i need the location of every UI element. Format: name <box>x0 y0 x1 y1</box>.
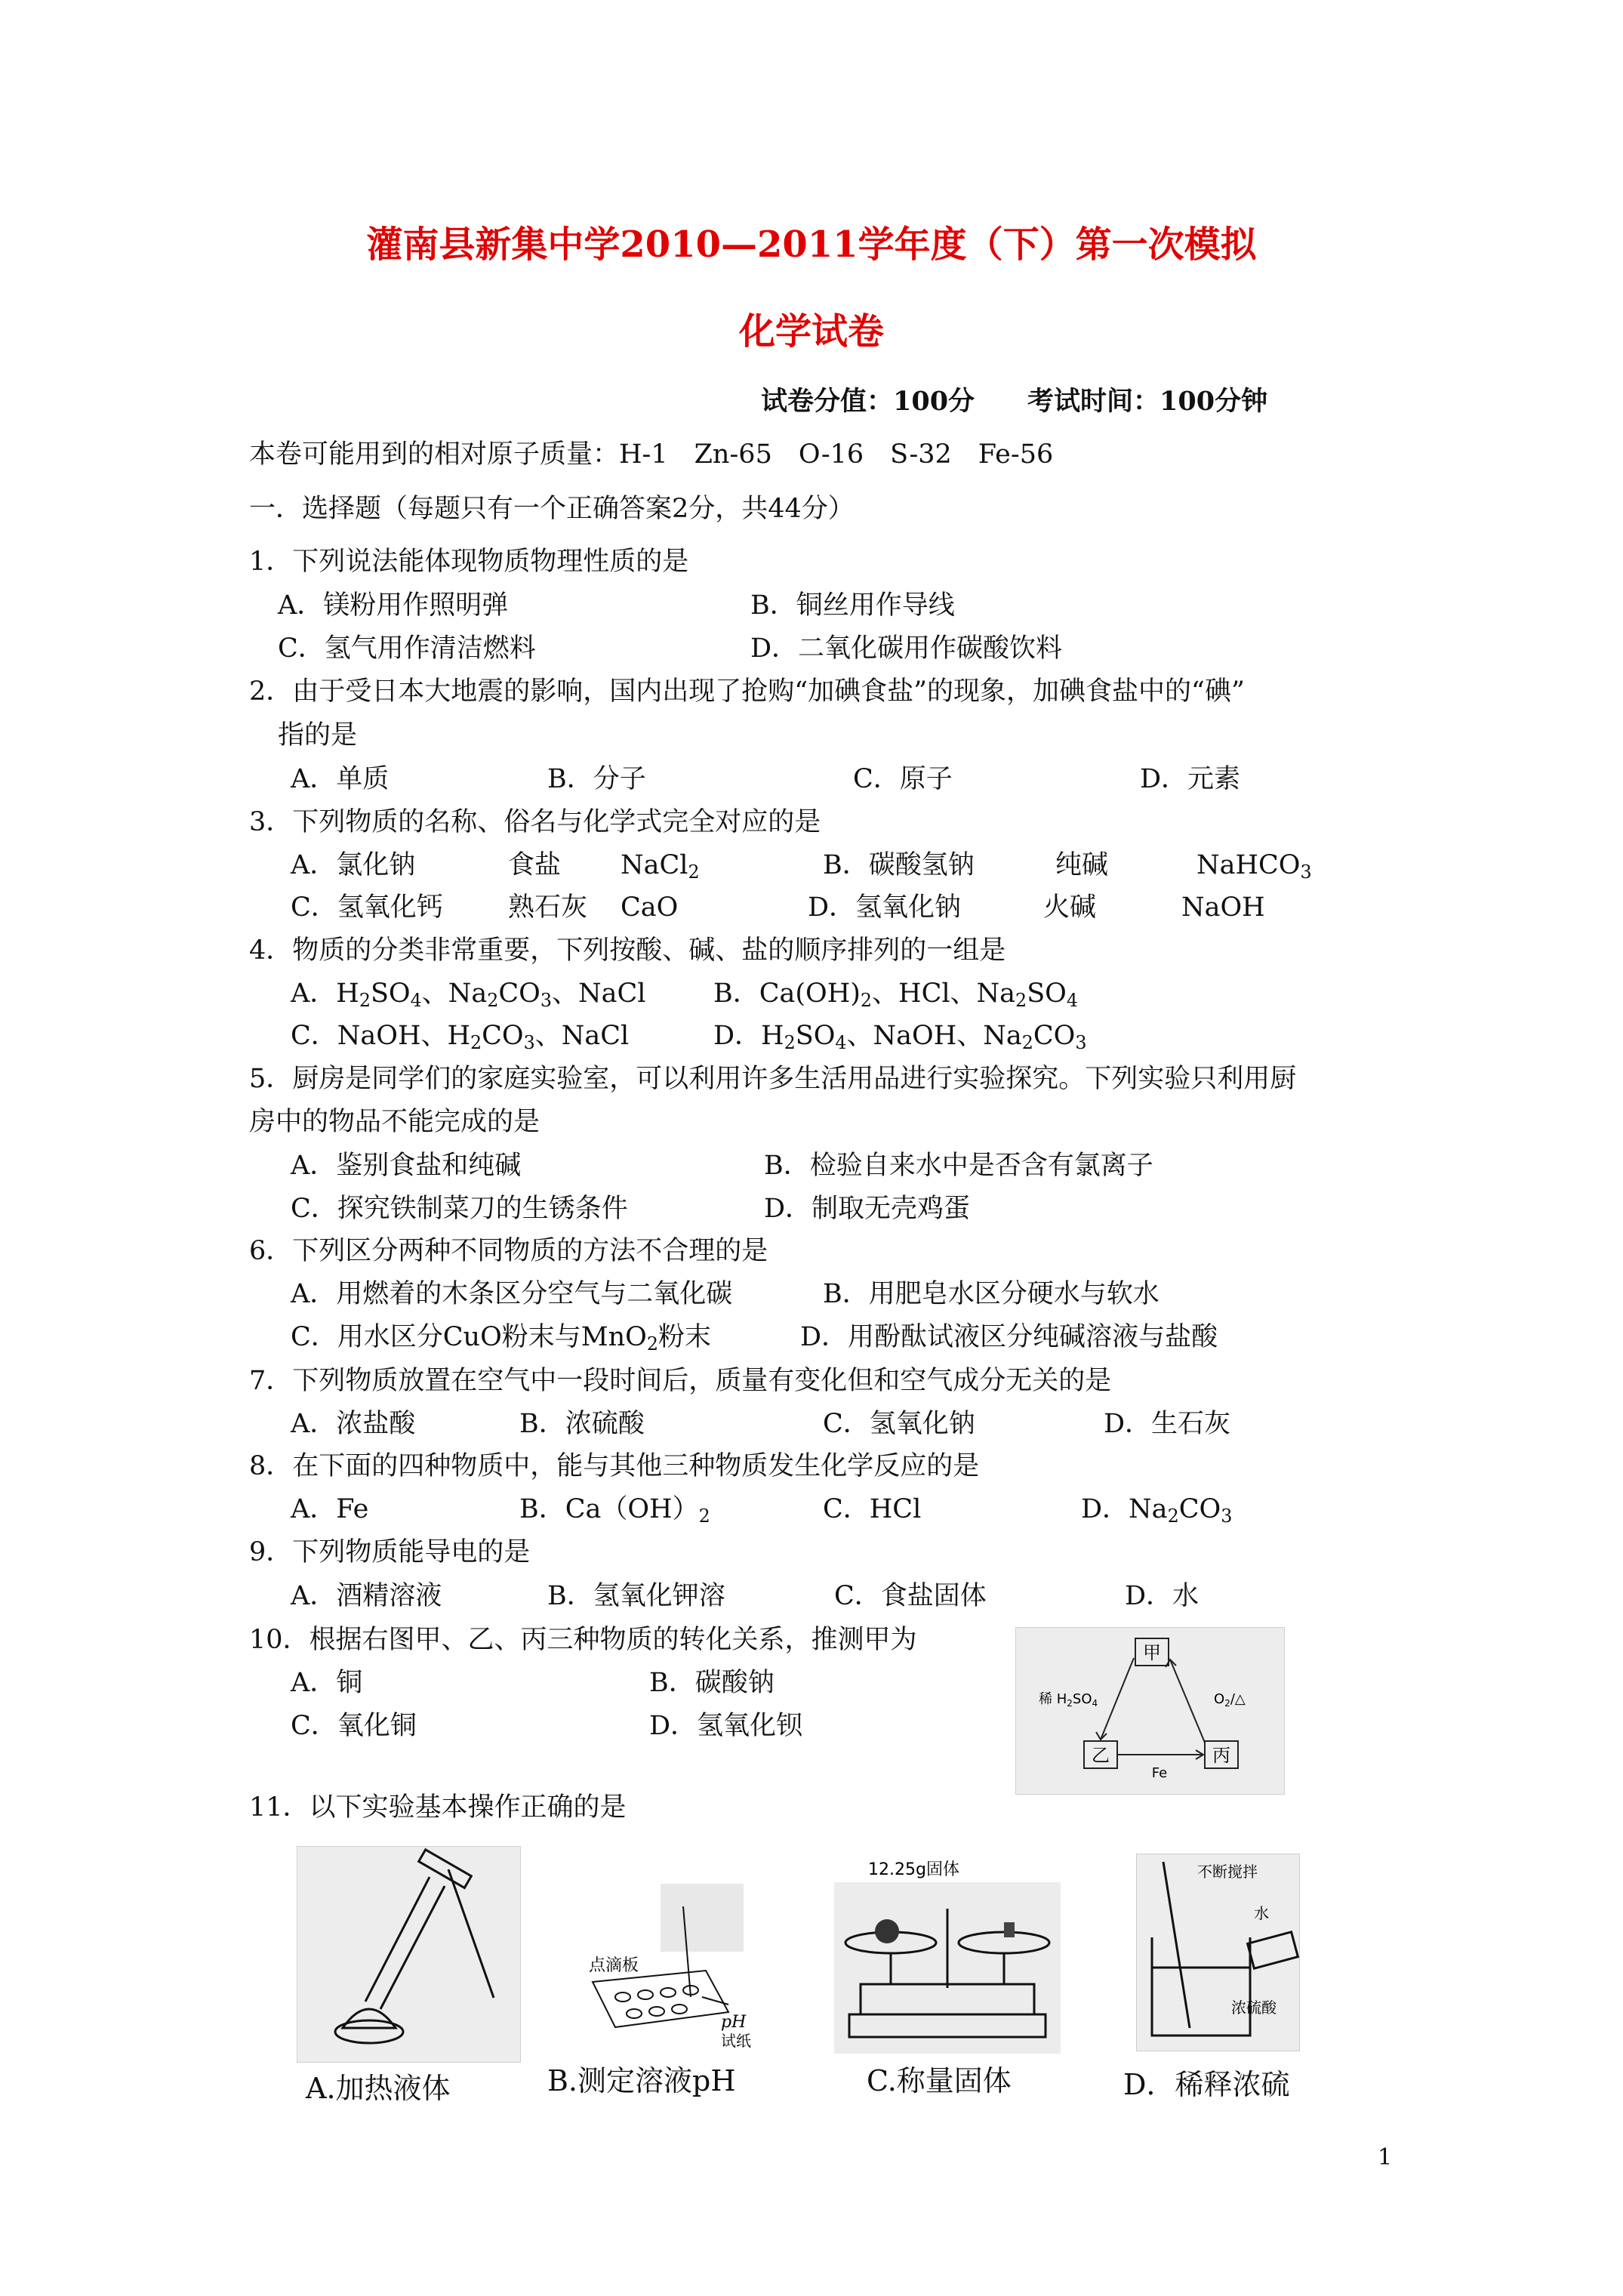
q9-option-b: B．氢氧化钾溶 <box>547 1581 725 1611</box>
tube-holder <box>448 1869 494 1998</box>
q7-option-d: D．生石灰 <box>1104 1409 1231 1439</box>
q10-stem: 10．根据右图甲、乙、丙三种物质的转化关系，推测甲为 <box>249 1625 917 1655</box>
q1-stem: 1．下列说法能体现物质物理性质的是 <box>249 547 689 577</box>
q11-stem: 11．以下实验基本操作正确的是 <box>249 1792 627 1823</box>
label-bing: 丙 <box>1212 1745 1230 1766</box>
q10-option-b: B．碳酸钠 <box>649 1668 775 1698</box>
q3-option-d-name: D．氢氧化钠 <box>808 892 962 923</box>
figure-a-svg <box>297 1847 520 2062</box>
well <box>649 2007 664 2016</box>
label-stir: 不断搅拌 <box>1197 1863 1258 1881</box>
q3-b-formula-main: NaHCO <box>1196 850 1301 880</box>
well <box>615 1992 630 2002</box>
q11-caption-b: B.测定溶液pH <box>547 2064 736 2097</box>
label-conc-acid: 浓硫酸 <box>1231 1999 1277 2017</box>
exam-title: 灌南县新集中学2010—2011学年度（下）第一次模拟 <box>366 223 1257 266</box>
q2-stem-cont: 指的是 <box>278 720 358 750</box>
test-tube <box>365 1877 430 2002</box>
q11-figure-b-ph <box>577 1884 762 2054</box>
glass-rod <box>1163 1862 1190 2028</box>
well <box>661 1988 676 1997</box>
figure-d-svg <box>1137 1854 1299 2051</box>
arrow-bing-jia <box>1170 1660 1205 1743</box>
weight <box>1004 1922 1015 1937</box>
q5-stem: 5．厨房是同学们的家庭实验室，可以利用许多生活用品进行实验探究。下列实验只利用厨 <box>249 1064 1297 1094</box>
q8-option-c: C．HCl <box>823 1494 922 1524</box>
well <box>638 1990 653 1999</box>
arrow-jia-yi <box>1101 1658 1134 1740</box>
q4-option-a: A．$H_2SO_4$、$Na_2CO_3$、NaCl <box>291 978 646 1011</box>
label-water: 水 <box>1254 1904 1269 1922</box>
q5-option-a: A．鉴别食盐和纯碱 <box>291 1151 522 1181</box>
q9-stem: 9．下列物质能导电的是 <box>249 1537 531 1567</box>
q6-option-d: D．用酚酞试液区分纯碱溶液与盐酸 <box>800 1322 1218 1352</box>
q7-option-a: A．浓盐酸 <box>291 1409 416 1439</box>
q3-option-c-formula: CaO <box>621 892 679 923</box>
q10-option-c: C．氧化铜 <box>291 1711 417 1741</box>
q8-option-a: A．Fe <box>291 1494 369 1524</box>
q5-stem-cont: 房中的物品不能完成的是 <box>249 1107 540 1137</box>
q6-option-a: A．用燃着的木条区分空气与二氧化碳 <box>291 1279 733 1309</box>
beaker <box>1152 1937 1250 2036</box>
q6-stem: 6．下列区分两种不同物质的方法不合理的是 <box>249 1236 768 1266</box>
ph-paper <box>702 1997 728 2005</box>
q4-option-b: B．$Ca(OH)_2$、HCl、$Na_2SO_4$ <box>713 978 1078 1011</box>
label-oxygen-heat: $O_2/\triangle$ <box>1214 1691 1246 1709</box>
q4-option-d: D．$H_2SO_4$、NaOH、$Na_2CO_3$ <box>713 1021 1087 1053</box>
hand-area <box>661 1884 744 1952</box>
q11-caption-c: C.称量固体 <box>867 2064 1012 2097</box>
q1-option-b: B．铜丝用作导线 <box>750 590 955 621</box>
figure-c-svg <box>834 1856 1061 2054</box>
well <box>672 2005 687 2014</box>
q3-a-formula-sub: 2 <box>688 861 700 883</box>
score-time: 试卷分值：100分 考试时间：100分钟 <box>761 386 1268 417</box>
q3-option-c-name: C．氢氧化钙 <box>291 892 443 923</box>
q10-transformation-diagram <box>1015 1627 1285 1795</box>
q6-option-b: B．用肥皂水区分硬水与软水 <box>823 1279 1160 1309</box>
label-ph: pH <box>721 2013 747 2032</box>
label-dilute-acid: 稀 $H_2SO_4$ <box>1039 1691 1098 1709</box>
q3-option-a-name: A．氯化钠 <box>291 850 416 880</box>
q8-option-d: D．$Na_2CO_3$ <box>1081 1494 1233 1527</box>
q10-option-a: A．铜 <box>291 1668 363 1698</box>
q11-caption-d: D．稀释浓硫 <box>1123 2068 1290 2101</box>
label-yi: 乙 <box>1092 1745 1110 1766</box>
q5-option-c: C．探究铁制菜刀的生锈条件 <box>291 1194 628 1224</box>
q11-figure-c-weighing <box>834 1856 1061 2054</box>
label-fe: Fe <box>1151 1765 1168 1781</box>
q1-option-c: C．氢气用作清洁燃料 <box>278 633 536 664</box>
q2-option-a: A．单质 <box>291 764 390 794</box>
q7-stem: 7．下列物质放置在空气中一段时间后，质量有变化但和空气成分无关的是 <box>249 1366 1112 1396</box>
q3-option-a-formula <box>621 847 700 883</box>
q5-option-b: B．检验自来水中是否含有氯离子 <box>764 1151 1153 1181</box>
q7-option-c: C．氢氧化钠 <box>823 1409 975 1439</box>
q4-stem: 4．物质的分类非常重要，下列按酸、碱、盐的顺序排列的一组是 <box>249 935 1006 966</box>
label-test-paper: 试纸 <box>721 2032 751 2050</box>
atomic-masses: 本卷可能用到的相对原子质量：H-1 Zn-65 O-16 S-32 Fe-56 <box>249 439 1054 470</box>
q8-option-b: B．$Ca(OH)_2$ <box>519 1494 710 1527</box>
lamp-base <box>335 2020 403 2043</box>
q11-figure-a-heating <box>297 1846 521 2063</box>
solid-sample <box>875 1919 899 1943</box>
q11-caption-a: A.加热液体 <box>306 2072 451 2105</box>
q4-option-c: C．NaOH、$H_2CO_3$、NaCl <box>291 1021 630 1053</box>
q3-option-b-name: B．碳酸氢钠 <box>823 850 975 880</box>
reagent-bottle <box>1248 1932 1298 1968</box>
q1-option-a: A．镁粉用作照明弹 <box>278 590 509 621</box>
q9-option-d: D．水 <box>1125 1581 1200 1611</box>
q2-option-d: D．元素 <box>1140 764 1241 794</box>
q3-option-b-common: 纯碱 <box>1055 850 1109 880</box>
q3-option-b-formula <box>1196 847 1312 883</box>
q2-option-c: C．原子 <box>853 764 953 794</box>
q9-option-a: A．酒精溶液 <box>291 1581 442 1611</box>
q3-b-formula-sub: 3 <box>1300 861 1312 883</box>
label-mass: 12.25g固体 <box>868 1860 959 1879</box>
q10-option-d: D．氢氧化钡 <box>649 1711 803 1741</box>
q3-option-d-common: 火碱 <box>1043 892 1097 923</box>
label-spot-plate: 点滴板 <box>589 1956 639 1975</box>
test-tube-side <box>380 1886 445 2009</box>
alcohol-lamp <box>343 2009 396 2028</box>
figure-b-svg <box>577 1884 762 2054</box>
q6-option-c: C．用水区分CuO粉末与MnO$_2$粉末 <box>291 1322 712 1354</box>
label-jia: 甲 <box>1143 1642 1161 1663</box>
exam-subtitle: 化学试卷 <box>738 310 884 353</box>
q3-option-c-common: 熟石灰 <box>508 892 588 923</box>
q1-option-d: D．二氧化碳用作碳酸饮料 <box>750 633 1063 664</box>
q10-diagram-svg <box>1016 1628 1284 1794</box>
q11-figure-d-diluting <box>1136 1854 1300 2051</box>
q3-stem: 3．下列物质的名称、俗名与化学式完全对应的是 <box>249 807 821 837</box>
section-heading: 一．选择题（每题只有一个正确答案2分，共44分） <box>249 494 855 524</box>
well <box>627 2009 642 2018</box>
q9-option-c: C．食盐固体 <box>834 1581 987 1611</box>
q5-option-d: D．制取无壳鸡蛋 <box>764 1194 971 1224</box>
page-number: 1 <box>1378 2144 1393 2171</box>
q3-option-a-common: 食盐 <box>508 850 562 880</box>
q2-stem: 2．由于受日本大地震的影响，国内出现了抢购“加碘食盐”的现象，加碘食盐中的“碘” <box>249 676 1245 707</box>
q2-option-b: B．分子 <box>547 764 646 794</box>
q7-option-b: B．浓硫酸 <box>519 1409 645 1439</box>
q3-option-d-formula: NaOH <box>1181 892 1265 923</box>
q8-stem: 8．在下面的四种物质中，能与其他三种物质发生化学反应的是 <box>249 1451 980 1481</box>
q3-a-formula-main: NaCl <box>621 850 688 880</box>
